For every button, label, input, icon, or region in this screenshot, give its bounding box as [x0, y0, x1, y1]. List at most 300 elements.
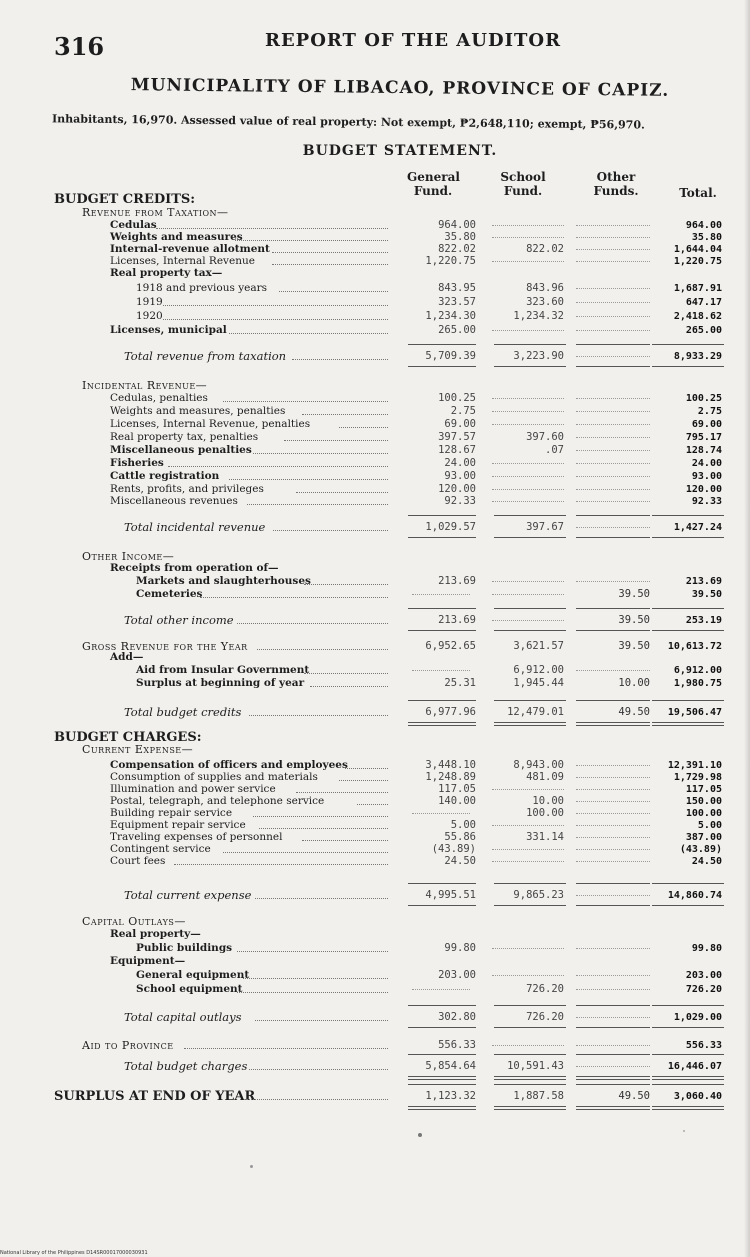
row-label: Gross Revenue for the Year [82, 640, 248, 653]
table-row-cedulas-penalties [0, 392, 750, 405]
general-fund-cell: 140.00 [438, 795, 476, 807]
empty-cell-leader [576, 895, 650, 896]
table-row-surplus-at-beginning-of-year [0, 677, 750, 690]
other-funds-cell: 39.50 [618, 588, 650, 600]
general-fund-cell: 302.80 [438, 1011, 476, 1023]
school-fund-cell: 100.00 [526, 807, 564, 819]
other-funds-cell: 49.50 [618, 1090, 650, 1102]
total-cell: 1,980.75 [673, 678, 722, 689]
sum-rule [408, 1054, 476, 1055]
row-label: Real property— [110, 928, 201, 940]
empty-cell-leader [492, 261, 564, 262]
total-cell: 3,060.40 [673, 1091, 722, 1102]
statement-title: BUDGET STATEMENT. [302, 143, 498, 159]
row-label: Markets and slaughterhouses [136, 575, 311, 587]
general-fund-cell: 120.00 [438, 483, 476, 495]
general-fund-cell: 1,220.75 [425, 255, 476, 267]
sum-rule-below [494, 1027, 566, 1028]
double-rule [494, 1076, 566, 1080]
row-label: Compensation of officers and employees [110, 759, 348, 771]
general-fund-cell: 55.86 [444, 831, 476, 843]
total-cell: 726.20 [685, 984, 722, 995]
table-row-total-capital-outlays [0, 1011, 750, 1024]
empty-cell-leader [492, 237, 564, 238]
table-row-cemeteries [0, 588, 750, 601]
row-label: Licenses, Internal Revenue [110, 255, 255, 267]
leader-dots [229, 333, 388, 334]
empty-cell-leader [576, 825, 650, 826]
row-label: Real property tax— [110, 267, 223, 279]
leader-dots [237, 623, 388, 624]
column-header-total: Total. [679, 186, 717, 200]
row-label: Receipts from operation of— [110, 562, 279, 574]
general-fund-cell: 843.95 [438, 282, 476, 294]
school-fund-cell: .07 [545, 444, 564, 456]
table-row-capital-outlays [0, 915, 750, 928]
leader-dots [200, 597, 388, 598]
sum-rule-below [408, 1027, 476, 1028]
column-header-school-fund: School Fund. [500, 170, 546, 198]
row-label: Cemeteries [136, 588, 203, 600]
table-row-real-property [0, 928, 750, 941]
total-cell: 265.00 [685, 325, 722, 336]
sum-rule-below [576, 905, 650, 906]
table-row-markets-and-slaughterhouses [0, 575, 750, 588]
sum-rule [576, 344, 650, 345]
row-label: Miscellaneous penalties [110, 444, 252, 456]
general-fund-cell: 213.69 [438, 614, 476, 626]
row-label: Internal-revenue allotment [110, 243, 270, 255]
empty-cell-leader [576, 237, 650, 238]
total-cell: 24.00 [691, 458, 722, 469]
table-row-aid-from-insular-government [0, 664, 750, 677]
sum-rule [652, 608, 724, 609]
table-row-court-fees [0, 855, 750, 868]
sum-rule [494, 515, 566, 516]
ink-speck [250, 1165, 253, 1168]
total-cell: 93.00 [691, 471, 722, 482]
row-label: Cedulas [110, 219, 157, 231]
sum-rule-below [494, 905, 566, 906]
sum-rule-below [494, 366, 566, 367]
table-row-licenses-internal-revenue-penalties [0, 418, 750, 431]
row-label: Aid to Province [82, 1039, 174, 1052]
row-label: Weights and measures [110, 231, 243, 243]
empty-cell-leader [492, 476, 564, 477]
leader-dots [296, 492, 388, 493]
table-row-real-property-tax-penalties [0, 431, 750, 444]
total-cell: 8,933.29 [673, 351, 722, 362]
row-label: Weights and measures, penalties [110, 405, 286, 417]
sum-rule [494, 344, 566, 345]
table-row-1920 [0, 310, 750, 323]
leader-dots [272, 264, 388, 265]
table-row-general-equipment [0, 969, 750, 982]
running-title: REPORT OF THE AUDITOR [265, 30, 562, 51]
empty-cell-leader [576, 489, 650, 490]
general-fund-cell: 323.57 [438, 296, 476, 308]
row-label: Surplus at beginning of year [136, 677, 305, 689]
general-fund-cell: 964.00 [438, 219, 476, 231]
row-label: Revenue from Taxation— [82, 206, 229, 219]
leader-dots [246, 1099, 388, 1100]
leader-dots [255, 1020, 388, 1021]
school-fund-cell: 1,887.58 [513, 1090, 564, 1102]
row-label: Consumption of supplies and materials [110, 771, 318, 783]
empty-cell-leader [576, 330, 650, 331]
general-fund-cell: 24.00 [444, 457, 476, 469]
leader-dots [345, 768, 388, 769]
leader-dots [223, 401, 388, 402]
leader-dots [223, 852, 388, 853]
general-fund-cell: 69.00 [444, 418, 476, 430]
school-fund-cell: 843.96 [526, 282, 564, 294]
leader-dots [247, 504, 388, 505]
table-row-aid-to-province [0, 1039, 750, 1052]
double-rule [576, 722, 650, 726]
total-cell: 1,644.04 [673, 244, 722, 255]
leader-dots [249, 1069, 388, 1070]
school-fund-cell: 1,945.44 [513, 677, 564, 689]
leader-dots [243, 978, 388, 979]
sum-rule [576, 1005, 650, 1006]
empty-cell-leader [412, 594, 470, 595]
double-rule [576, 1076, 650, 1080]
school-fund-cell: 323.60 [526, 296, 564, 308]
sum-rule-below [576, 537, 650, 538]
sum-rule-below [652, 905, 724, 906]
row-label: Total other income [124, 613, 234, 627]
table-row-miscellaneous-penalties [0, 444, 750, 457]
empty-cell-leader [492, 411, 564, 412]
sum-rule [576, 608, 650, 609]
empty-cell-leader [576, 801, 650, 802]
general-fund-cell: 6,952.65 [425, 640, 476, 652]
empty-cell-leader [492, 861, 564, 862]
general-fund-cell: 100.25 [438, 392, 476, 404]
empty-cell-leader [576, 989, 650, 990]
empty-cell-leader [576, 316, 650, 317]
sum-rule [652, 515, 724, 516]
sum-rule [576, 515, 650, 516]
row-label: Licenses, municipal [110, 324, 227, 336]
row-label: Equipment repair service [110, 819, 246, 831]
row-label: Miscellaneous revenues [110, 495, 238, 507]
ink-speck [683, 1130, 685, 1132]
empty-cell-leader [492, 330, 564, 331]
row-label: Contingent service [110, 843, 211, 855]
row-label: BUDGET CREDITS: [54, 192, 196, 207]
total-cell: 12,391.10 [667, 760, 722, 771]
empty-cell-leader [576, 777, 650, 778]
row-label: Building repair service [110, 807, 233, 819]
empty-cell-leader [576, 261, 650, 262]
empty-cell-leader [576, 501, 650, 502]
sum-rule-below [576, 366, 650, 367]
empty-cell-leader [576, 437, 650, 438]
general-fund-cell: 25.31 [444, 677, 476, 689]
table-row-budget-credits [0, 193, 750, 206]
row-label: 1919 [136, 296, 163, 308]
municipality-heading: MUNICIPALITY OF LIBACAO, PROVINCE OF CAPIZ. [130, 75, 670, 101]
sum-rule [652, 1084, 724, 1085]
table-row-public-buildings [0, 942, 750, 955]
row-label: Current Expense— [82, 743, 194, 756]
general-fund-cell: 213.69 [438, 575, 476, 587]
table-row-receipts-from-operation-of [0, 562, 750, 575]
leader-dots [237, 992, 388, 993]
leader-dots [304, 584, 388, 585]
total-cell: (43.89) [679, 844, 722, 855]
general-fund-cell: 4,995.51 [425, 889, 476, 901]
table-row-current-expense [0, 743, 750, 756]
other-funds-cell: 39.50 [618, 614, 650, 626]
row-label: Total current expense [124, 888, 252, 902]
empty-cell-leader [492, 489, 564, 490]
empty-cell-leader [492, 948, 564, 949]
leader-dots [249, 715, 388, 716]
table-row-add [0, 651, 750, 664]
leader-dots [174, 864, 388, 865]
sum-rule [408, 608, 476, 609]
school-fund-cell: 8,943.00 [513, 759, 564, 771]
row-label: 1918 and previous years [136, 282, 268, 294]
total-cell: 6,912.00 [673, 665, 722, 676]
table-row-total-current-expense [0, 889, 750, 902]
double-rule [408, 1076, 476, 1080]
total-cell: 213.69 [685, 576, 722, 587]
total-cell: 16,446.07 [667, 1061, 722, 1072]
row-label: Add— [110, 651, 144, 663]
other-funds-cell: 10.00 [618, 677, 650, 689]
row-label: Other Income— [82, 550, 175, 563]
empty-cell-leader [492, 789, 564, 790]
table-row-total-revenue-from-taxation [0, 350, 750, 363]
sum-rule [494, 700, 566, 701]
general-fund-cell: 203.00 [438, 969, 476, 981]
leader-dots [237, 951, 388, 952]
sum-rule-below [408, 366, 476, 367]
total-cell: 795.17 [685, 432, 722, 443]
empty-cell-leader [576, 765, 650, 766]
leader-dots [229, 479, 388, 480]
general-fund-cell: 1,123.32 [425, 1090, 476, 1102]
table-row-surplus-at-end-of-year [0, 1090, 750, 1103]
total-cell: 964.00 [685, 220, 722, 231]
empty-cell-leader [576, 398, 650, 399]
empty-cell-leader [576, 789, 650, 790]
table-row-1918-and-previous-years [0, 282, 750, 295]
empty-cell-leader [576, 975, 650, 976]
row-label: Court fees [110, 855, 166, 867]
school-fund-cell: 726.20 [526, 1011, 564, 1023]
empty-cell-leader [576, 450, 650, 451]
empty-cell-leader [576, 424, 650, 425]
general-fund-cell: 3,448.10 [425, 759, 476, 771]
school-fund-cell: 397.60 [526, 431, 564, 443]
table-row-miscellaneous-revenues [0, 495, 750, 508]
sum-rule [576, 700, 650, 701]
total-cell: 117.05 [685, 784, 722, 795]
table-row-total-budget-charges [0, 1060, 750, 1073]
school-fund-cell: 822.02 [526, 243, 564, 255]
empty-cell-leader [576, 1045, 650, 1046]
table-row-1919 [0, 296, 750, 309]
row-label: Licenses, Internal Revenue, penalties [110, 418, 311, 430]
leader-dots [292, 359, 388, 360]
empty-cell-leader [492, 424, 564, 425]
school-fund-cell: 331.14 [526, 831, 564, 843]
general-fund-cell: 128.67 [438, 444, 476, 456]
row-label: SURPLUS AT END OF YEAR [54, 1089, 256, 1104]
general-fund-cell: 6,977.96 [425, 706, 476, 718]
total-cell: 99.80 [691, 943, 722, 954]
empty-cell-leader [576, 581, 650, 582]
general-fund-cell: 397.57 [438, 431, 476, 443]
row-label: Aid from Insular Government [136, 664, 310, 676]
leader-dots [304, 673, 388, 674]
total-cell: 69.00 [691, 419, 722, 430]
row-label: Incidental Revenue— [82, 379, 208, 392]
general-fund-cell: 5,709.39 [425, 350, 476, 362]
double-rule [494, 722, 566, 726]
leader-dots [339, 780, 388, 781]
double-rule [494, 1106, 566, 1110]
sum-rule [652, 883, 724, 884]
school-fund-cell: 6,912.00 [513, 664, 564, 676]
general-fund-cell: 1,234.30 [425, 310, 476, 322]
row-label: Total revenue from taxation [124, 349, 287, 363]
double-rule [408, 722, 476, 726]
sum-rule [408, 515, 476, 516]
leader-dots [255, 898, 388, 899]
sum-rule [494, 1054, 566, 1055]
empty-cell-leader [412, 989, 470, 990]
table-row-total-budget-credits [0, 706, 750, 719]
empty-cell-leader [576, 670, 650, 671]
sum-rule-below [576, 1027, 650, 1028]
empty-cell-leader [576, 861, 650, 862]
sum-rule [494, 1084, 566, 1085]
leader-dots [296, 792, 388, 793]
leader-dots [156, 228, 388, 229]
double-rule [576, 1106, 650, 1110]
sum-rule [576, 883, 650, 884]
leader-dots [339, 427, 388, 428]
empty-cell-leader [492, 1045, 564, 1046]
total-cell: 203.00 [685, 970, 722, 981]
general-fund-cell: 117.05 [438, 783, 476, 795]
row-label: School equipment [136, 983, 243, 995]
double-rule [652, 722, 724, 726]
sum-rule-below [408, 630, 476, 631]
leader-dots [272, 252, 388, 253]
total-cell: 92.33 [691, 496, 722, 507]
other-funds-cell: 39.50 [618, 640, 650, 652]
total-cell: 1,029.00 [673, 1012, 722, 1023]
other-funds-cell: 49.50 [618, 706, 650, 718]
sum-rule [652, 344, 724, 345]
row-label: BUDGET CHARGES: [54, 730, 202, 745]
total-cell: 556.33 [685, 1040, 722, 1051]
total-cell: 35.80 [691, 232, 722, 243]
sum-rule [408, 344, 476, 345]
leader-dots [273, 530, 388, 531]
empty-cell-leader [412, 813, 470, 814]
empty-cell-leader [576, 813, 650, 814]
row-label: Total capital outlays [124, 1010, 242, 1024]
table-row-licenses-municipal [0, 324, 750, 337]
table-row-total-incidental-revenue [0, 521, 750, 534]
general-fund-cell: (43.89) [431, 843, 476, 855]
row-label: Postal, telegraph, and telephone service [110, 795, 325, 807]
school-fund-cell: 10,591.43 [507, 1060, 564, 1072]
total-cell: 19,506.47 [667, 707, 722, 718]
sum-rule [408, 700, 476, 701]
empty-cell-leader [576, 948, 650, 949]
row-label: Total incidental revenue [124, 520, 266, 534]
total-cell: 100.00 [685, 808, 722, 819]
row-label: General equipment [136, 969, 250, 981]
school-fund-cell: 9,865.23 [513, 889, 564, 901]
row-label: Equipment— [110, 955, 186, 967]
row-label: Traveling expenses of personnel [110, 831, 283, 843]
total-cell: 10,613.72 [667, 641, 722, 652]
general-fund-cell: 556.33 [438, 1039, 476, 1051]
school-fund-cell: 10.00 [532, 795, 564, 807]
row-label: Fisheries [110, 457, 164, 469]
row-label: Public buildings [136, 942, 233, 954]
row-label: Cattle registration [110, 470, 220, 482]
sum-rule-below [652, 366, 724, 367]
table-row-fisheries [0, 457, 750, 470]
sum-rule [494, 1005, 566, 1006]
empty-cell-leader [576, 837, 650, 838]
sum-rule [494, 608, 566, 609]
total-cell: 387.00 [685, 832, 722, 843]
leader-dots [235, 240, 388, 241]
total-cell: 120.00 [685, 484, 722, 495]
table-row-real-property-tax [0, 267, 750, 280]
general-fund-cell: 5,854.64 [425, 1060, 476, 1072]
leader-dots [259, 828, 388, 829]
total-cell: 5.00 [697, 820, 722, 831]
leader-dots [310, 686, 388, 687]
sum-rule [652, 1005, 724, 1006]
general-fund-cell: 265.00 [438, 324, 476, 336]
row-label: Cedulas, penalties [110, 392, 208, 404]
ink-speck [418, 1133, 422, 1137]
scan-footer: National Library of the Philippines D14SR00017000030931 [0, 1250, 148, 1256]
empty-cell-leader [576, 411, 650, 412]
empty-cell-leader [492, 501, 564, 502]
leader-dots [253, 816, 388, 817]
empty-cell-leader [576, 849, 650, 850]
sum-rule [652, 700, 724, 701]
school-fund-cell: 12,479.01 [507, 706, 564, 718]
school-fund-cell: 1,234.32 [513, 310, 564, 322]
total-cell: 1,729.98 [673, 772, 722, 783]
empty-cell-leader [492, 225, 564, 226]
sum-rule [494, 883, 566, 884]
school-fund-cell: 3,621.57 [513, 640, 564, 652]
sum-rule [576, 1054, 650, 1055]
empty-cell-leader [576, 249, 650, 250]
total-cell: 14,860.74 [667, 890, 722, 901]
general-fund-cell: 92.33 [444, 495, 476, 507]
leader-dots [163, 305, 388, 306]
total-cell: 150.00 [685, 796, 722, 807]
